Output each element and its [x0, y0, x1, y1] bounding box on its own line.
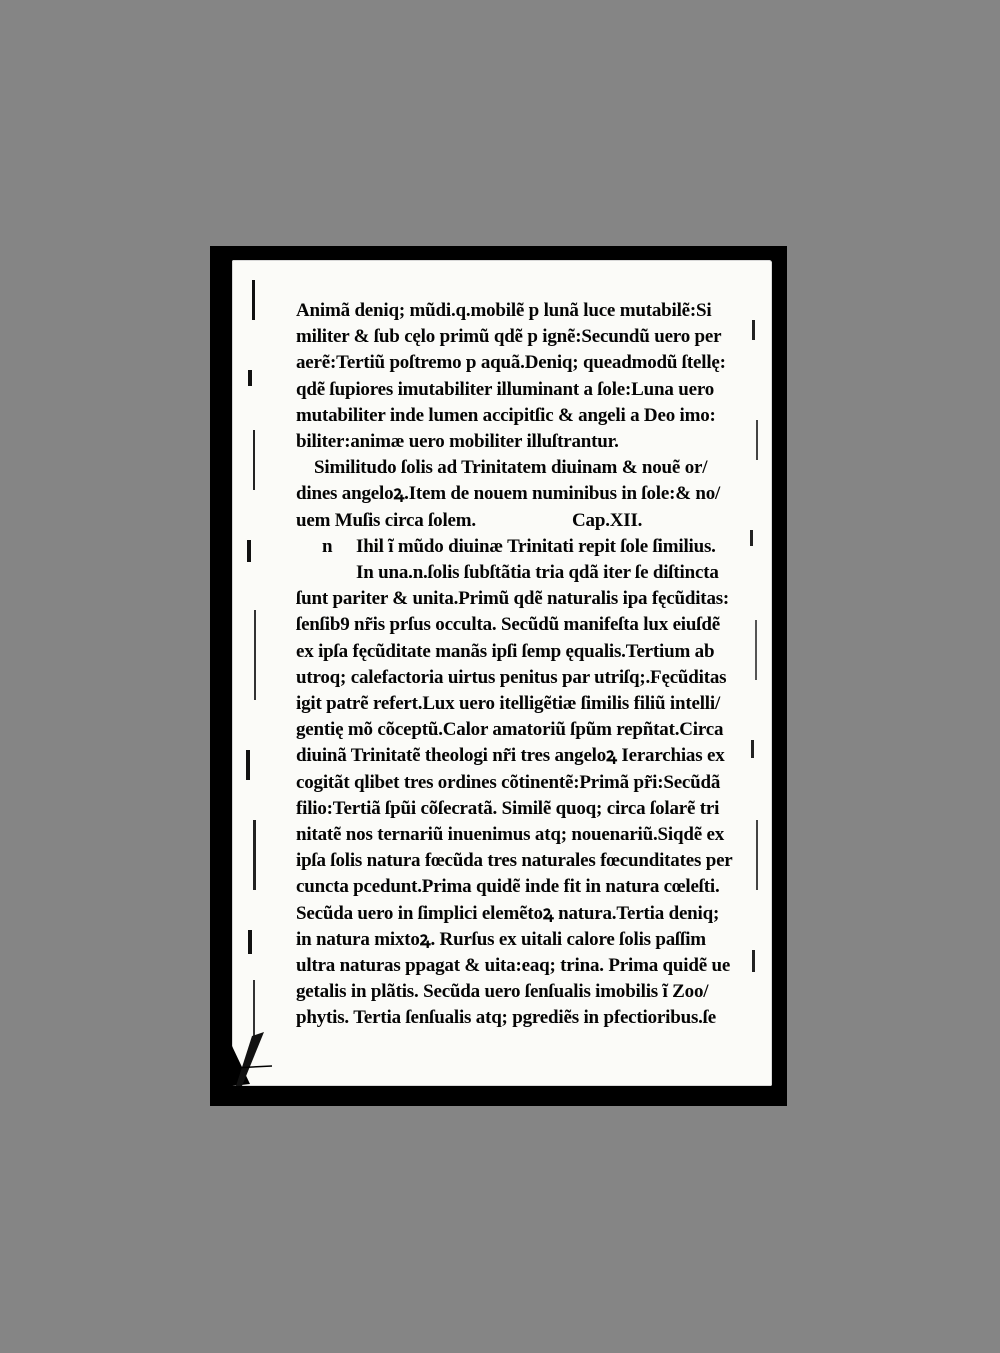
text-line — [296, 534, 764, 560]
text-line: igit patrẽ refert.Lux uero itelligẽtiæ ſimilis filiũ intelli/ — [296, 693, 721, 715]
first-line-text: Ihil ĩ mũdo diuinæ Trinitati repit ſole ſimilius. — [356, 535, 716, 557]
text-line: militer & ſub cęlo primũ qdẽ p ignẽ:Secundũ uero per — [296, 326, 722, 348]
chapter-summary-line: Similitudo ſolis ad Trinitatem diuinam & nouẽ or/ — [314, 457, 708, 479]
chapter-heading: Cap.XII. — [572, 509, 643, 531]
torn-corner — [232, 1006, 292, 1086]
text-line: ultra naturas ppagat & uita:eaq; trina. Prima quidẽ ue — [296, 955, 731, 977]
scanned-page-frame — [210, 246, 787, 1106]
chapter-summary-end: uem Muſis circa ſolem. — [296, 509, 476, 531]
text-line: utroq; calefactoria uirtus penitus par utriſq;.Fęcũditas — [296, 666, 727, 688]
text-line: cuncta pcedunt.Prima quidẽ inde fit in natura cœleſti. — [296, 876, 720, 898]
margin-marks — [244, 280, 264, 1060]
text-line: mutabiliter inde lumen accipitſic & angeli a Deo imo: — [296, 404, 716, 426]
chapter-summary-line: dines angeloꝝ.Item de nouem numinibus in ſole:& no/ — [296, 483, 721, 505]
text-line: nitatẽ nos ternariũ inuenimus atq; nouenariũ.Siqdẽ ex — [296, 824, 725, 846]
text-line: Secũda uero in ſimplici elemẽtoꝝ natura.Tertia deniq; — [296, 902, 720, 924]
text-line: cogitãt qlibet tres ordines cõtinentẽ:Primã pr̃i:Secũdã — [296, 771, 721, 793]
text-line: qdẽ ſupiores imutabiliter illuminant a ſole:Luna uero — [296, 378, 715, 400]
text-line: phytis. Tertia ſenſualis atq; pgrediẽs in pfectioribus.ſe — [296, 1007, 717, 1029]
text-line: ipſa ſolis natura fœcũda tres naturales fœcunditates per — [296, 850, 733, 872]
text-line: diuinã Trinitatẽ theologi nr̃i tres angeloꝝ Ierarchias ex — [296, 745, 725, 767]
text-line: biliter:animæ uero mobiliter illuſtrantur. — [296, 431, 619, 453]
chapter-summary-line — [296, 508, 764, 534]
text-line: In una.n.ſolis ſubſtãtia tria qdã iter ſe diſtincta — [356, 562, 719, 584]
text-line: aerẽ:Tertiũ poſtremo p aquã.Deniq; queadmodũ ſtellę: — [296, 352, 726, 374]
text-line: filio:Tertiã ſpũi cõſecratã. Similẽ quoq; circa ſolarẽ tri — [296, 797, 720, 819]
initial-letter: n — [322, 535, 333, 557]
text-line: ſunt pariter & unita.Primũ qdẽ naturalis ipa fęcũditas: — [296, 588, 730, 610]
text-line: gentię mõ cõceptũ.Calor amatoriũ ſpũm repñtat.Circa — [296, 719, 724, 741]
body-text — [296, 298, 764, 1032]
text-line: ſenſib9 nr̃is prſus occulta. Secũdũ manifeſta lux eiuſdẽ — [296, 614, 720, 636]
text-line: getalis in plãtis. Secũda uero ſenſualis imobilis ĩ Zoo/ — [296, 981, 709, 1003]
text-line: in natura mixtoꝝ. Rurſus ex uitali calore ſolis paſſim — [296, 928, 706, 950]
text-line: ex ipſa fęcũditate manãs ipſi ſemp ęqualis.Tertium ab — [296, 640, 715, 662]
text-line: Animã deniq; mũdi.q.mobilẽ p lunã luce mutabilẽ:Si — [296, 300, 712, 321]
